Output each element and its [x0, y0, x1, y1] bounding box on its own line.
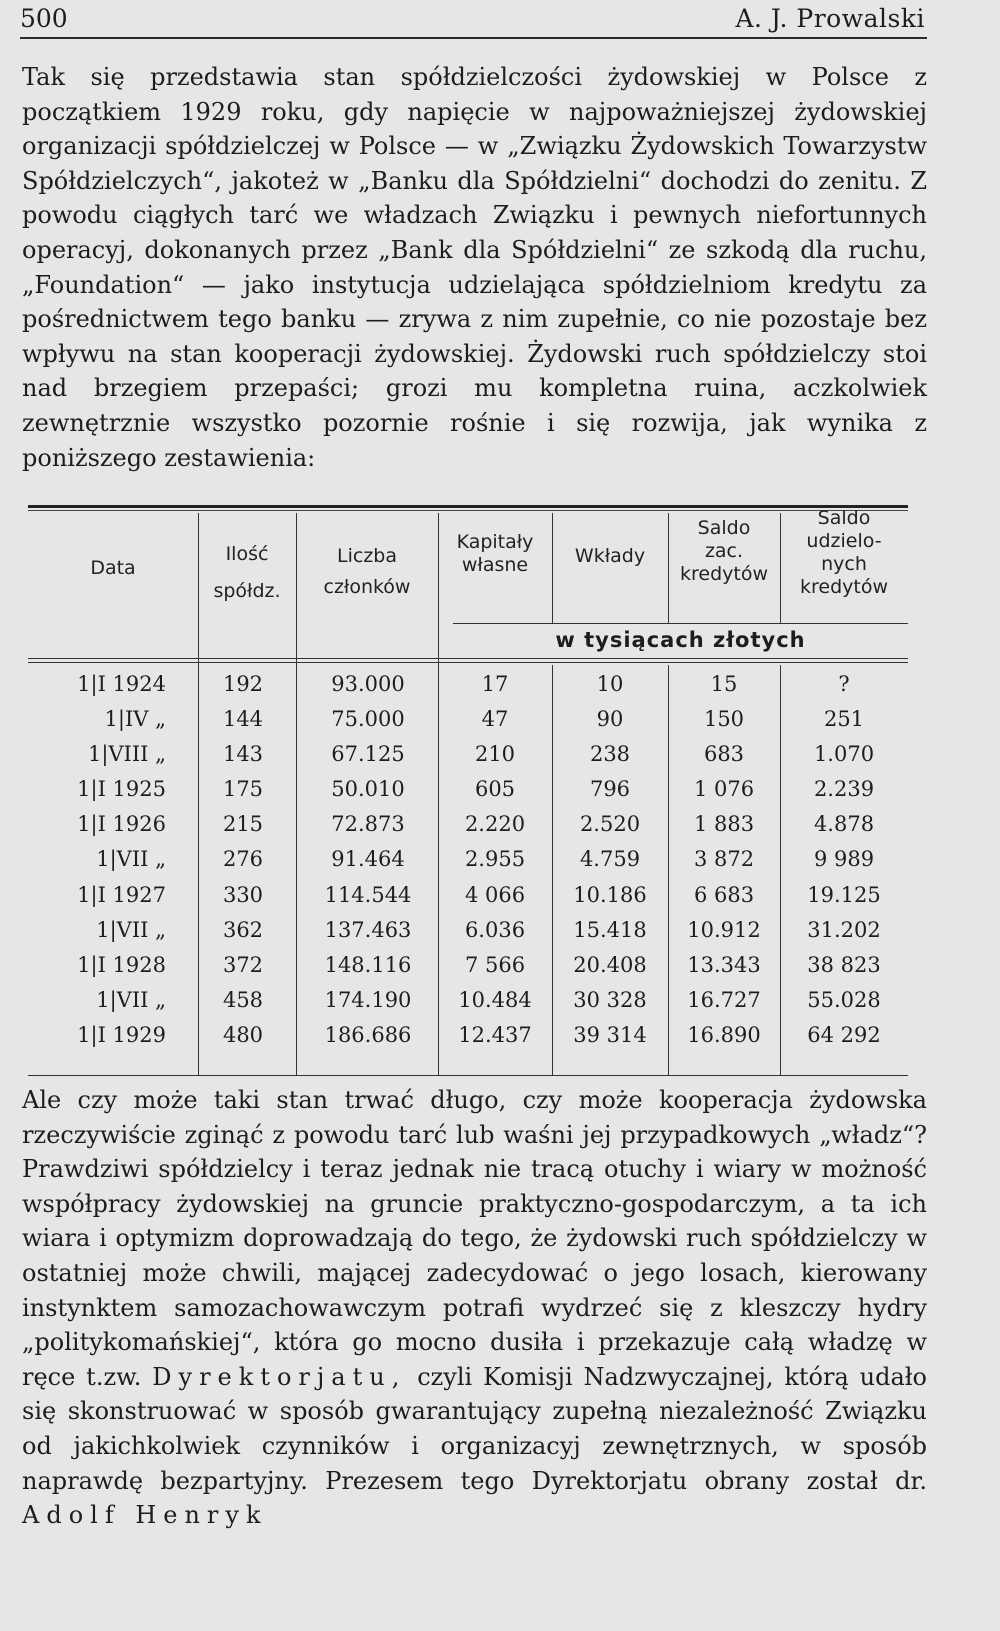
cell-granted-credits: 31.202: [807, 917, 881, 942]
table-row: [28, 1018, 908, 1053]
cell-members: 67.125: [331, 742, 405, 767]
cell-capital: 47: [481, 707, 509, 732]
cell-granted-credits: 19.125: [807, 882, 881, 907]
cell-received-credits: 10.912: [687, 917, 761, 942]
header-count: [198, 543, 296, 603]
header-received-credits: [668, 517, 780, 586]
table-row: [28, 772, 908, 807]
header-granted-line2: udzielo-: [806, 530, 882, 552]
paragraph-conclusion: [22, 1083, 927, 1533]
cell-count: 144: [222, 707, 264, 732]
header-received-line1: Saldo: [697, 517, 751, 539]
table-row: [28, 983, 908, 1018]
cell-members: 75.000: [331, 707, 405, 732]
table-row: [28, 842, 908, 877]
header-date: Data: [90, 557, 136, 579]
cell-granted-credits: ?: [838, 672, 850, 696]
cell-received-credits: 1 883: [693, 812, 755, 837]
cell-capital: 12.437: [458, 1022, 532, 1047]
cell-capital: 210: [474, 742, 516, 767]
running-head-author: A. J. Prowalski: [735, 4, 925, 33]
cell-granted-credits: 251: [823, 707, 865, 732]
table-top-rule: [28, 505, 908, 508]
cell-count: 330: [222, 882, 264, 907]
cell-deposits: 238: [589, 742, 631, 767]
cell-count: 458: [222, 987, 264, 1012]
paragraph-intro: Tak się przedstawia stan spółdzielczości żydowskiej w Polsce z początkiem 1929 roku, gdy napięcie w najpoważniejszej żydowskiej organizacji spółdzielczej w Polsce — w „Związku Żydowskich Towarzystw Spółdzielczych“, jakoteż w „Banku dla Spółdzielni“ dochodzi do zenitu. Z powodu ciągłych tarć we władzach Związku i pewnych niefortunnych operacyj, dokonanych przez „Bank dla Spółdzielni“ ze szkodą dla ruchu, „Foundation“ — jako instytucja udzielająca spółdzielniom kredytu za pośrednictwem tego banku — zrywa z nim zupełnie, co nie pozostaje bez wpływu na stan kooperacji żydowskiej. Żydowski ruch spółdzielczy stoi nad brzegiem przepaści; grozi mu kompletna ruina, aczkolwiek zewnętrznie wszystko pozornie rośnie i się rozwija, jak wynika z poniższego zestawienia:: [22, 63, 927, 472]
cell-count: 192: [222, 672, 264, 696]
cell-received-credits: 1 076: [693, 777, 755, 802]
cell-deposits: 15.418: [573, 917, 647, 942]
cell-members: 91.464: [331, 847, 405, 872]
header-bottom-rule-double: [28, 662, 908, 663]
header-count-line2: spółdz.: [213, 580, 281, 602]
unit-label: w tysiącach złotych: [555, 628, 806, 652]
cell-count: 276: [222, 847, 264, 872]
cell-date: 1|VIII „: [87, 742, 166, 767]
header-count-line1: Ilość: [225, 543, 269, 565]
header-capital: [438, 531, 552, 577]
cell-members: 72.873: [331, 812, 405, 837]
cell-capital: 4 066: [464, 882, 526, 907]
cell-date: 1|VII „: [96, 987, 166, 1012]
cell-capital: 17: [481, 672, 509, 696]
cell-deposits: 10.186: [573, 882, 647, 907]
cell-date: 1|I 1927: [77, 882, 166, 907]
cell-members: 93.000: [331, 672, 405, 696]
cell-granted-credits: 55.028: [807, 987, 881, 1012]
header-bottom-rule: [28, 658, 908, 659]
cell-count: 143: [222, 742, 264, 767]
header-capital-line2: własne: [461, 554, 529, 576]
cell-deposits: 10: [596, 672, 624, 696]
cell-received-credits: 15: [710, 672, 738, 696]
page-header: [20, 2, 925, 36]
cell-members: 174.190: [324, 987, 412, 1012]
header-received-line3: kredytów: [679, 563, 768, 585]
column-divider: [552, 513, 553, 623]
header-received-line2: zac.: [704, 540, 744, 562]
cell-date: 1|I 1929: [77, 1022, 166, 1047]
cell-deposits: 796: [589, 777, 631, 802]
cell-granted-credits: 64 292: [807, 1022, 881, 1047]
cell-received-credits: 13.343: [687, 952, 761, 977]
cell-deposits: 90: [596, 707, 624, 732]
cell-received-credits: 6 683: [693, 882, 755, 907]
cell-received-credits: 16.727: [687, 987, 761, 1012]
header-deposits: Wkłady: [574, 545, 646, 567]
cell-received-credits: 16.890: [687, 1022, 761, 1047]
cell-capital: 605: [474, 777, 516, 802]
cell-deposits: 20.408: [573, 952, 647, 977]
header-capital-line1: Kapitały: [456, 531, 534, 553]
table-row: [28, 913, 908, 948]
cell-capital: 6.036: [464, 917, 526, 942]
table-row: [28, 702, 908, 737]
cell-count: 372: [222, 952, 264, 977]
cell-count: 215: [222, 812, 264, 837]
header-rule: [20, 37, 927, 39]
cell-members: 186.686: [324, 1022, 412, 1047]
header-granted-line4: kredytów: [799, 576, 888, 598]
cell-granted-credits: 2.239: [813, 777, 875, 802]
cell-members: 148.116: [324, 952, 412, 977]
header-granted-line1: Saldo: [817, 507, 871, 529]
table-row: [28, 807, 908, 842]
cell-count: 175: [222, 777, 264, 802]
cell-date: 1|I 1924: [77, 672, 166, 696]
cell-deposits: 2.520: [579, 812, 641, 837]
cell-date: 1|VII „: [96, 917, 166, 942]
cell-date: 1|I 1926: [77, 812, 166, 837]
spaced-term-directorate: Dyrektorjatu,: [152, 1362, 407, 1391]
table-bottom-rule: [28, 1075, 908, 1076]
header-granted-line3: nych: [821, 553, 867, 575]
cell-received-credits: 683: [703, 742, 745, 767]
header-members-line1: Liczba: [337, 545, 397, 567]
table-row: [28, 948, 908, 983]
cell-members: 114.544: [324, 882, 412, 907]
table-row: [28, 737, 908, 772]
spaced-name: Adolf Henryk: [22, 1501, 268, 1530]
cell-deposits: 39 314: [573, 1022, 647, 1047]
cell-date: 1|VII „: [96, 847, 166, 872]
cell-count: 480: [222, 1022, 264, 1047]
cell-capital: 7 566: [464, 952, 526, 977]
cell-date: 1|I 1928: [77, 952, 166, 977]
cell-capital: 2.220: [464, 812, 526, 837]
cell-received-credits: 150: [703, 707, 745, 732]
cell-granted-credits: 9 989: [813, 847, 875, 872]
table-body: [28, 667, 908, 1053]
header-granted-credits: [780, 507, 908, 599]
cell-date: 1|IV „: [104, 707, 166, 732]
cell-members: 137.463: [324, 917, 412, 942]
page-number: 500: [20, 4, 68, 33]
header-members-line2: członków: [323, 576, 411, 598]
unit-rule: [453, 623, 908, 624]
cell-received-credits: 3 872: [693, 847, 755, 872]
table-top-rule-thin: [28, 510, 908, 511]
cell-count: 362: [222, 917, 264, 942]
cell-deposits: 4.759: [579, 847, 641, 872]
table-row: [28, 667, 908, 702]
cell-members: 50.010: [331, 777, 405, 802]
cell-deposits: 30 328: [573, 987, 647, 1012]
statistics-table: [28, 505, 908, 1077]
header-members: [296, 545, 438, 599]
cell-granted-credits: 4.878: [813, 812, 875, 837]
cell-capital: 10.484: [458, 987, 532, 1012]
table-row: [28, 878, 908, 913]
cell-capital: 2.955: [464, 847, 526, 872]
paragraph-conclusion-text: Ale czy może taki stan trwać długo, czy może kooperacja żydowska rzeczywiście zginąć z powodu tarć lub waśni jej przypadkowych „władz“? Prawdziwi spółdzielcy i teraz jednak nie tracą otuchy i wiary w możność współpracy żydowskiej na gruncie praktyczno-gospodarczym, a ta ich wiara i optymizm doprowadzają do tego, że żydowski ruch spółdzielczy w ostatniej może chwili, mającej zadecydować o jego losach, kierowany instynktem samozachowawczym potrafi wydrzeć się z kleszczy hydry „politykomańskiej“, która go mocno dusiła i przekazuje całą władzę w ręce t.zw.: [22, 1086, 927, 1391]
cell-granted-credits: 1.070: [813, 742, 875, 767]
cell-granted-credits: 38 823: [807, 952, 881, 977]
cell-date: 1|I 1925: [77, 777, 166, 802]
paragraph-conclusion-text-middle: czyli Komisji Nadzwyczajnej, którą udało się skonstruować w sposób gwarantujący zupełną niezależność Związku od jakichkolwiek czynników i organizacyj zewnętrznych, w sposób naprawdę bezpartyjny. Prezesem tego Dyrektorjatu obrany został dr.: [22, 1362, 927, 1495]
